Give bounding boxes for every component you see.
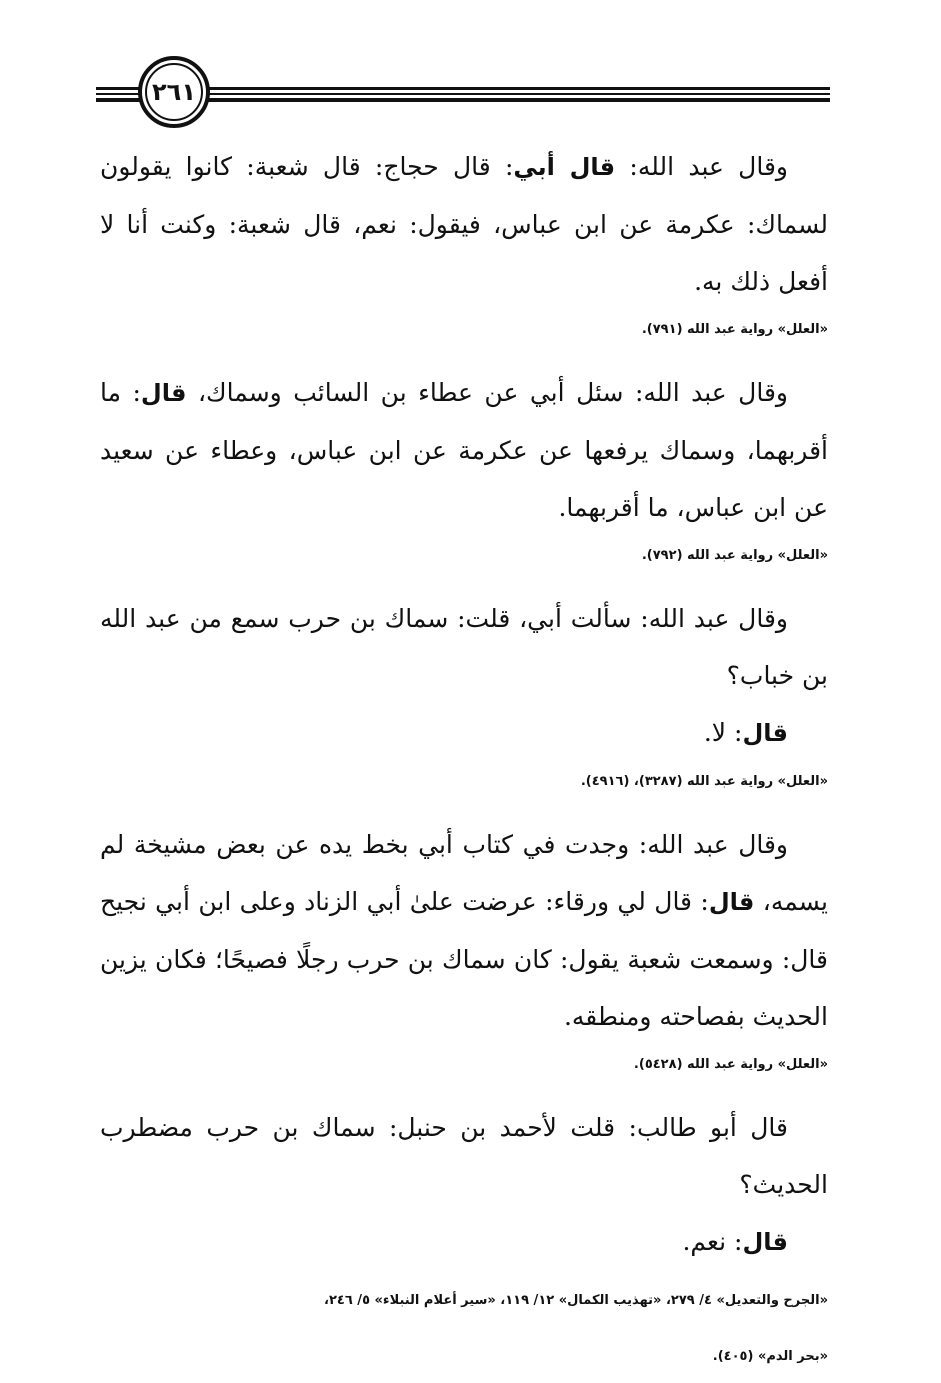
page-body [100, 138, 828, 1383]
bold-phrase: قال [742, 1228, 788, 1256]
source-citation: «العلل» رواية عبد الله (٣٢٨٧)، (٤٩١٦). [580, 774, 828, 789]
page-header [96, 54, 830, 134]
source-citation: «العلل» رواية عبد الله (٥٤٢٨). [633, 1057, 828, 1072]
bold-phrase: قال [708, 888, 755, 916]
paragraph: قال أبو طالب: قلت لأحمد بن حنبل: سماك بن حرب مضطرب الحديث؟ [100, 1113, 828, 1199]
source-citation: «العلل» رواية عبد الله (٧٩٢). [641, 548, 828, 563]
source-citation: «الجرح والتعديل» ٤/ ٢٧٩، «تهذيب الكمال» ١٢/ ١١٩، «سير أعلام النبلاء» ٥/ ٢٤٦، [324, 1293, 828, 1308]
paragraph: وقال عبد الله: قال أبي: قال حجاج: قال شعبة: كانوا يقولون لسماك: عكرمة عن ابن عباس، فيقول: نعم، قال شعبة: وكنت أنا لا أفعل ذلك به. [100, 152, 828, 296]
source-citation: «العلل» رواية عبد الله (٧٩١). [641, 322, 828, 337]
answer-line: قال: نعم. [682, 1227, 788, 1256]
bold-phrase: قال [140, 379, 187, 407]
bold-phrase: قال أبي [513, 153, 616, 181]
source-citation: «بحر الدم» (٤٠٥). [712, 1349, 828, 1364]
answer-line: قال: لا. [703, 718, 788, 747]
paragraph: وقال عبد الله: وجدت في كتاب أبي بخط يده عن بعض مشيخة لم يسمه، قال: قال لي ورقاء: عرضت علىٰ أبي الزناد وعلى ابن أبي نجيح قال: وسمعت شعبة يقول: كان سماك بن حرب رجلًا فصيحًا؛ فكان يزين الحديث بفصاحته ومنطقه. [100, 830, 828, 1031]
page-number: ٢٦١ [138, 56, 210, 128]
paragraph: وقال عبد الله: سئل أبي عن عطاء بن السائب وسماك، قال: ما أقربهما، وسماك يرفعها عن عكرمة عن ابن عباس، وعطاء عن سعيد عن ابن عباس، ما أقربهما. [100, 378, 828, 522]
paragraph: وقال عبد الله: سألت أبي، قلت: سماك بن حرب سمع من عبد الله بن خباب؟ [100, 604, 828, 690]
bold-phrase: قال [742, 719, 788, 747]
